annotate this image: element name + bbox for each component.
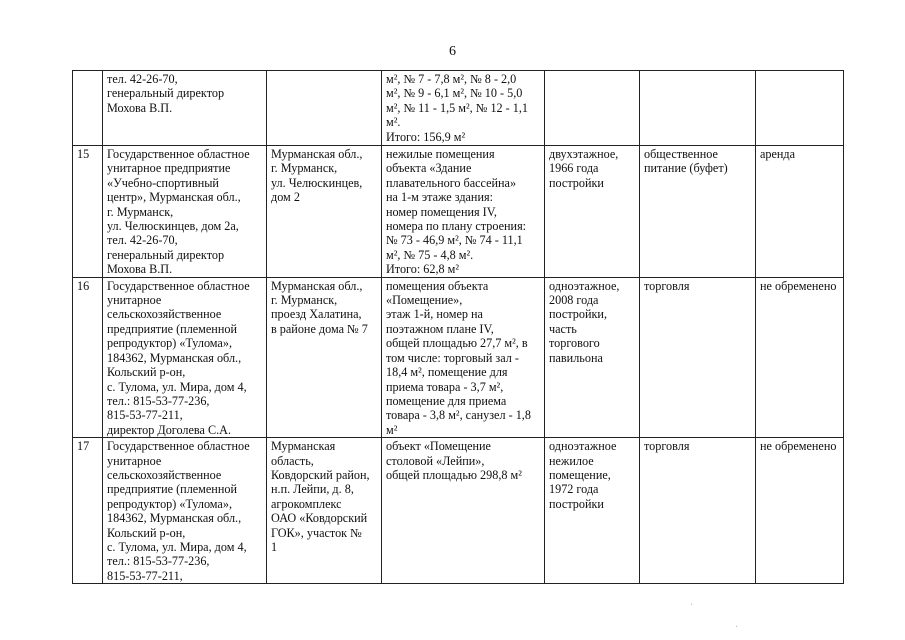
table-row (73, 277, 844, 437)
object-cell: помещения объекта «Помещение», этаж 1-й, номер на поэтажном плане IV, общей площадью 27,7 м², в том числе: торговый зал - 18,4 м², помещение для приема товара - 3,7 м², помещение для приема товара - 3,8 м², санузел - 1,8 м² (382, 277, 545, 437)
purpose-cell: торговля (640, 277, 756, 437)
organization-cell: Государственное областное унитарное предприятие «Учебно-спортивный центр», Мурманская обл., г. Мурманск, ул. Челюскинцев, дом 2а, тел. 42-26-70, генеральный директор Мохова В.П. (103, 146, 267, 278)
row-number: 15 (73, 146, 103, 278)
address-cell: Мурманская область, Ковдорский район, н.п. Лейпи, д. 8, агрокомплекс ОАО «Ковдорский ГОК», участок № 1 (267, 438, 382, 584)
encumbrance-cell (756, 71, 844, 146)
encumbrance-cell: не обременено (756, 277, 844, 437)
scan-speck: · (735, 622, 739, 633)
purpose-cell: торговля (640, 438, 756, 584)
object-cell: объект «Помещение столовой «Лейпи», общей площадью 298,8 м² (382, 438, 545, 584)
address-cell: Мурманская обл., г. Мурманск, проезд Халатина, в районе дома № 7 (267, 277, 382, 437)
row-number: 17 (73, 438, 103, 584)
row-number: 16 (73, 277, 103, 437)
address-cell (267, 71, 382, 146)
organization-cell: Государственное областное унитарное сельскохозяйственное предприятие (племенной репродуктор) «Тулома», 184362, Мурманская обл., Кольский р-он, с. Тулома, ул. Мира, дом 4, тел.: 815-53-77-236, 815-53-77-211, (103, 438, 267, 584)
table-row (73, 146, 844, 278)
characteristics-cell: одноэтажное, 2008 года постройки, часть торгового павильона (545, 277, 640, 437)
object-cell: нежилые помещения объекта «Здание плавательного бассейна» на 1-м этаже здания: номер помещения IV, номера по плану строения: № 73 - 46,9 м², № 74 - 11,1 м², № 75 - 4,8 м². Итого: 62,8 м² (382, 146, 545, 278)
organization-cell: тел. 42-26-70, генеральный директор Мохова В.П. (103, 71, 267, 146)
scan-speck: · (690, 600, 694, 611)
row-number (73, 71, 103, 146)
characteristics-cell (545, 71, 640, 146)
table-row (73, 71, 844, 146)
characteristics-cell: двухэтажное, 1966 года постройки (545, 146, 640, 278)
purpose-cell: общественное питание (буфет) (640, 146, 756, 278)
property-table (72, 70, 844, 584)
purpose-cell (640, 71, 756, 146)
object-cell: м², № 7 - 7,8 м², № 8 - 2,0 м², № 9 - 6,1 м², № 10 - 5,0 м², № 11 - 1,5 м², № 12 - 1,1 м². Итого: 156,9 м² (382, 71, 545, 146)
organization-cell: Государственное областное унитарное сельскохозяйственное предприятие (племенной репродуктор) «Тулома», 184362, Мурманская обл., Кольский р-он, с. Тулома, ул. Мира, дом 4, тел.: 815-53-77-236, 815-53-77-211, директор Доголева С.А. (103, 277, 267, 437)
characteristics-cell: одноэтажное нежилое помещение, 1972 года постройки (545, 438, 640, 584)
encumbrance-cell: не обременено (756, 438, 844, 584)
address-cell: Мурманская обл., г. Мурманск, ул. Челюскинцев, дом 2 (267, 146, 382, 278)
page-number: 6 (449, 44, 456, 59)
encumbrance-cell: аренда (756, 146, 844, 278)
table-row (73, 438, 844, 584)
